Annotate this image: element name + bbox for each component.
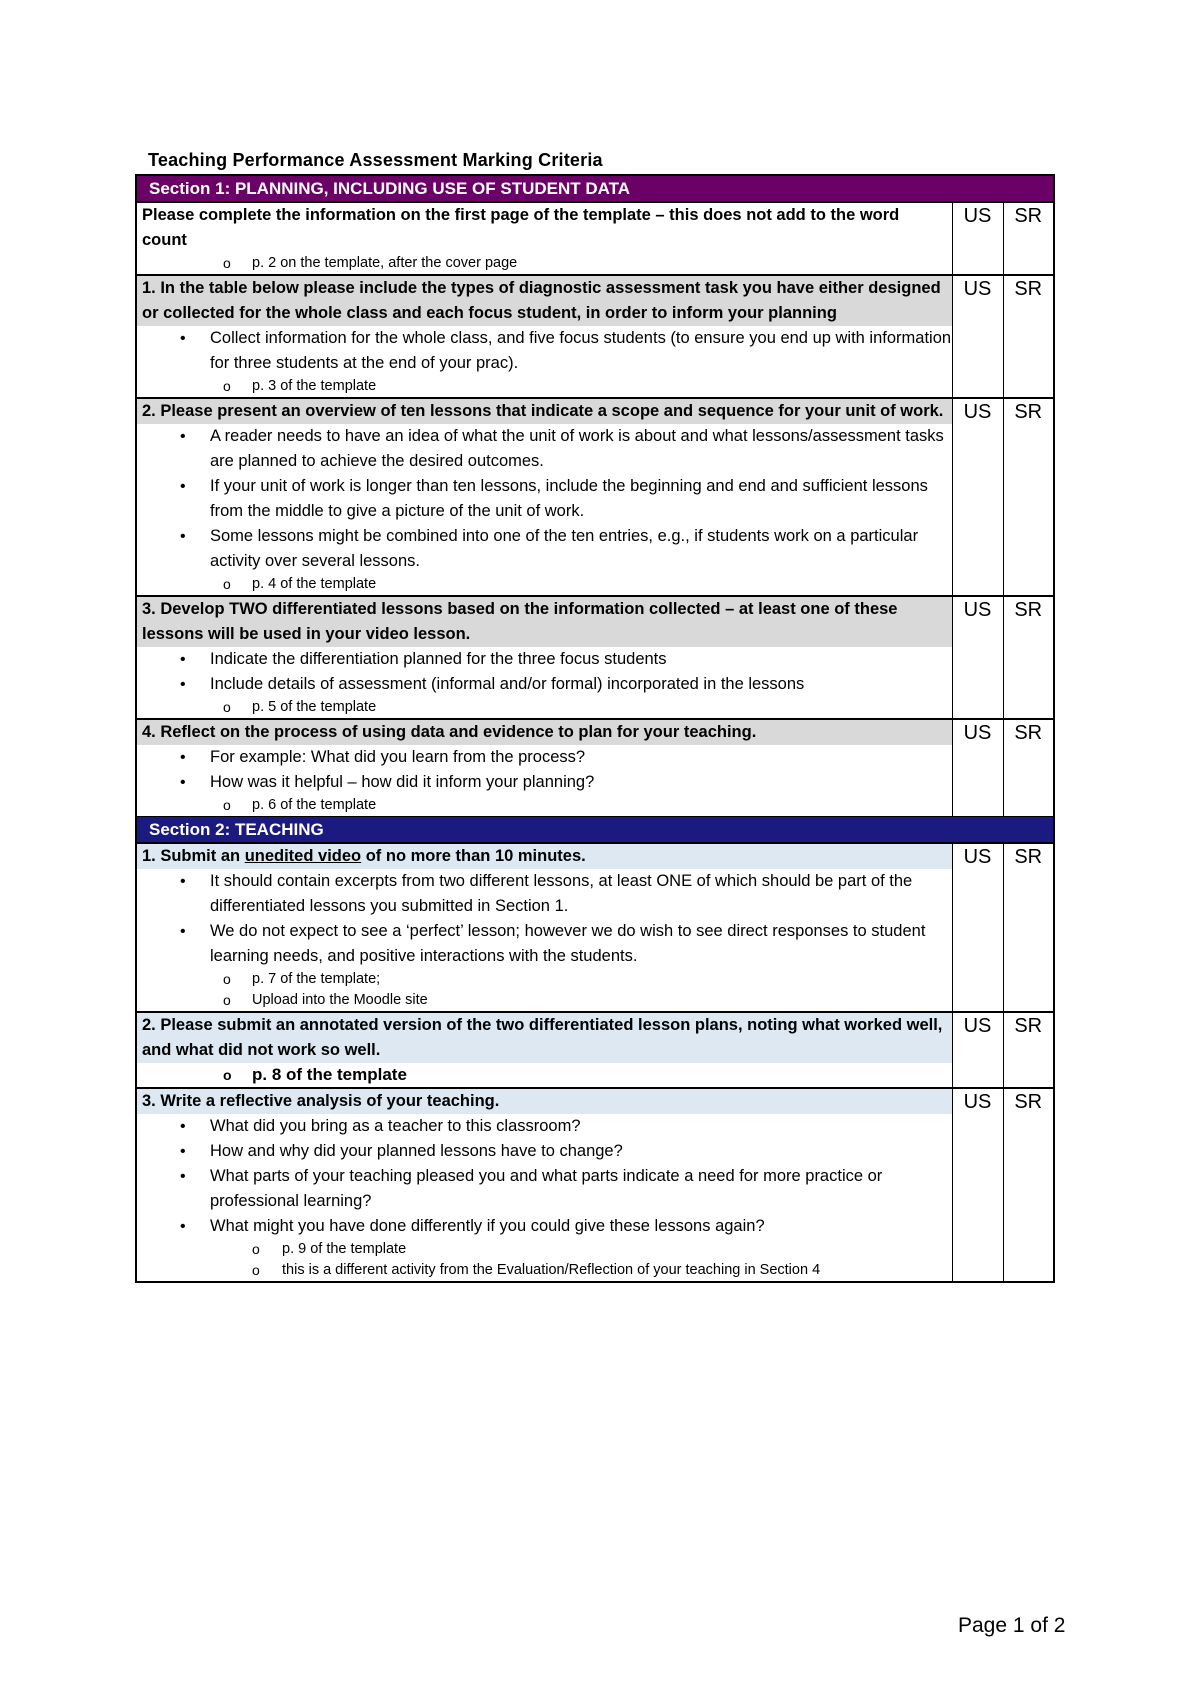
criterion-row [136,1012,1054,1088]
section-header [136,175,1054,202]
sub-item [137,1260,952,1281]
bullet-icon: • [180,651,186,668]
criterion-body [136,596,952,719]
bullet-item [137,1114,952,1139]
sub-text: p. 4 of the template [252,576,377,592]
circle-bullet-icon: o [223,378,231,394]
circle-bullet-icon: o [252,1262,260,1278]
bullet-text: For example: What did you learn from the process? [210,748,586,766]
sub-item [137,990,952,1011]
bullet-icon: • [180,749,186,766]
bullet-icon: • [180,1168,186,1185]
criterion-row [136,843,1054,1012]
bullet-icon: • [180,1118,186,1135]
bullet-item [137,1214,952,1239]
bullet-text: How was it helpful – how did it inform your planning? [210,773,595,791]
bullet-text: Collect information for the whole class, and five focus students (to ensure you end up with information for three students at the end of your prac). [210,329,952,372]
sub-item [137,253,952,274]
marking-criteria-table [135,174,1055,1283]
bullet-item [137,770,952,795]
bullet-icon: • [180,428,186,445]
sub-item [137,1063,952,1087]
us-mark-cell: US [952,843,1003,1012]
criterion-body [136,202,952,275]
bullet-item [137,1164,952,1214]
us-mark-cell: US [952,1012,1003,1088]
bullet-text: How and why did your planned lessons have to change? [210,1142,623,1160]
sub-list [137,376,952,397]
sub-text: this is a different activity from the Evaluation/Reflection of your teaching in Section 4 [282,1262,821,1278]
sub-item [137,376,952,397]
bullet-icon: • [180,676,186,693]
bullet-text: What might you have done differently if you could give these lessons again? [210,1217,765,1235]
sr-mark-cell: SR [1003,1012,1054,1088]
us-mark-cell: US [952,398,1003,596]
bullet-item [137,524,952,574]
bullet-item [137,326,952,376]
bullet-icon: • [180,1218,186,1235]
bullet-icon: • [180,478,186,495]
section-header [136,817,1054,844]
sr-mark-cell: SR [1003,596,1054,719]
heading-text: of no more than 10 minutes. [361,847,586,865]
circle-bullet-icon: o [252,1241,260,1257]
bullet-item [137,474,952,524]
sub-list [137,1063,952,1087]
bullet-icon: • [180,923,186,940]
bullet-item [137,647,952,672]
sr-mark-cell: SR [1003,275,1054,398]
circle-bullet-icon: o [223,255,231,271]
bullet-text: A reader needs to have an idea of what the unit of work is about and what lessons/assessment tasks are planned to achieve the desired outcomes. [210,427,944,470]
bullet-list [137,1114,952,1239]
circle-bullet-icon: o [223,1067,232,1083]
bullet-item [137,869,952,919]
bullet-icon: • [180,528,186,545]
bullet-item [137,672,952,697]
sub-list [137,795,952,816]
bullet-list [137,424,952,574]
bullet-text: We do not expect to see a ‘perfect’ lesson; however we do wish to see direct responses to student learning needs, and positive interactions with the students. [210,922,926,965]
bullet-text: Indicate the differentiation planned for the three focus students [210,650,667,668]
sub-list [137,697,952,718]
section-header-label: Section 2: TEACHING [136,817,1054,844]
sub-list [137,253,952,274]
bullet-icon: • [180,330,186,347]
bullet-text: What parts of your teaching pleased you and what parts indicate a need for more practice or professional learning? [210,1167,883,1210]
bullet-item [137,1139,952,1164]
bullet-text: If your unit of work is longer than ten lessons, include the beginning and end and sufficient lessons from the middle to give a picture of the unit of work. [210,477,928,520]
sub-text: p. 6 of the template [252,797,377,813]
bullet-list [137,745,952,795]
sub-list [137,969,952,1011]
bullet-list [137,326,952,376]
sub-text: p. 2 on the template, after the cover page [252,255,518,271]
criterion-row [136,398,1054,596]
sub-text: p. 7 of the template; [252,971,381,987]
bullet-text: Some lessons might be combined into one of the ten entries, e.g., if students work on a particular activity over several lessons. [210,527,919,570]
document-title: Teaching Performance Assessment Marking Criteria [148,150,603,170]
criterion-heading: 1. In the table below please include the types of diagnostic assessment task you have either designed or collected for the whole class and each focus student, in order to inform your planning [137,276,952,326]
sr-mark-cell: SR [1003,1088,1054,1282]
circle-bullet-icon: o [223,797,231,813]
us-mark-cell: US [952,719,1003,817]
criterion-heading: 2. Please present an overview of ten lessons that indicate a scope and sequence for your unit of work. [137,399,952,424]
criterion-row [136,275,1054,398]
sub-text: p. 5 of the template [252,699,377,715]
sub-text: p. 8 of the template [252,1065,407,1084]
us-mark-cell: US [952,202,1003,275]
bullet-list [137,869,952,969]
sub-text: p. 3 of the template [252,378,377,394]
sub-item [137,795,952,816]
sub-item [137,1239,952,1260]
circle-bullet-icon: o [223,576,231,592]
circle-bullet-icon: o [223,971,231,987]
criterion-body [136,398,952,596]
bullet-text: What did you bring as a teacher to this classroom? [210,1117,581,1135]
heading-underlined-text: unedited video [244,847,362,865]
criterion-heading: 4. Reflect on the process of using data and evidence to plan for your teaching. [137,720,952,745]
bullet-icon: • [180,774,186,791]
criterion-row [136,202,1054,275]
bullet-text: It should contain excerpts from two different lessons, at least ONE of which should be part of the differentiated lessons you submitted in Section 1. [210,872,913,915]
sub-item [137,969,952,990]
circle-bullet-icon: o [223,699,231,715]
criterion-body [136,843,952,1012]
heading-text: 1. Submit an [142,847,245,865]
criterion-heading [137,844,952,869]
criterion-heading: 3. Develop TWO differentiated lessons based on the information collected – at least one of these lessons will be used in your video lesson. [137,597,952,647]
criterion-heading: Please complete the information on the first page of the template – this does not add to the word count [142,206,900,249]
sr-mark-cell: SR [1003,202,1054,275]
bullet-item [137,745,952,770]
criterion-body [136,1012,952,1088]
us-mark-cell: US [952,596,1003,719]
sub-list [137,574,952,595]
criterion-row [136,596,1054,719]
bullet-icon: • [180,873,186,890]
sub-text: p. 9 of the template [282,1241,407,1257]
criterion-row [136,719,1054,817]
bullet-item [137,424,952,474]
us-mark-cell: US [952,275,1003,398]
bullet-text: Include details of assessment (informal and/or formal) incorporated in the lessons [210,675,805,693]
criterion-body [136,719,952,817]
sub-item [137,697,952,718]
criterion-body [136,1088,952,1282]
criterion-row [136,1088,1054,1282]
bullet-list [137,647,952,697]
sub-list [137,1239,952,1281]
bullet-icon: • [180,1143,186,1160]
criterion-heading: 2. Please submit an annotated version of the two differentiated lesson plans, noting what worked well, and what did not work so well. [137,1013,952,1063]
circle-bullet-icon: o [223,992,231,1008]
criterion-heading: 3. Write a reflective analysis of your teaching. [137,1089,952,1114]
us-mark-cell: US [952,1088,1003,1282]
sub-item [137,574,952,595]
sr-mark-cell: SR [1003,719,1054,817]
sub-text: Upload into the Moodle site [252,992,428,1008]
criterion-body [136,275,952,398]
section-header-label: Section 1: PLANNING, INCLUDING USE OF STUDENT DATA [136,175,1054,202]
sr-mark-cell: SR [1003,843,1054,1012]
bullet-item [137,919,952,969]
sr-mark-cell: SR [1003,398,1054,596]
page-number: Page 1 of 2 [958,1614,1066,1637]
